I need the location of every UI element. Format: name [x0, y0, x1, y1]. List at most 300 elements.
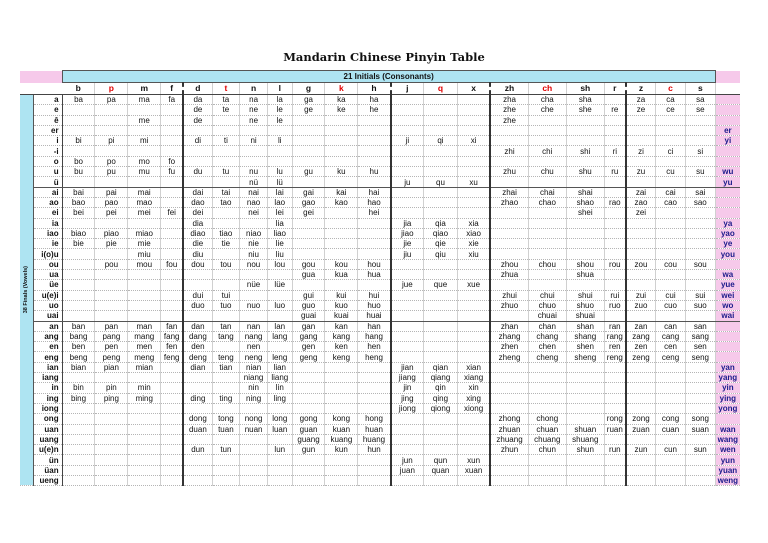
- syllable-cell: niu: [240, 249, 268, 259]
- syllable-cell: [212, 434, 240, 444]
- syllable-cell: [212, 455, 240, 465]
- syllable-cell: [566, 373, 604, 383]
- syllable-cell: zi: [626, 146, 656, 156]
- syllable-cell: shei: [566, 208, 604, 218]
- syllable-cell: [267, 434, 292, 444]
- final-row-16: [20, 259, 740, 269]
- standalone-syllable: yin: [715, 383, 740, 393]
- syllable-cell: [604, 218, 626, 228]
- syllable-cell: [457, 167, 490, 177]
- syllable-cell: rui: [604, 290, 626, 300]
- syllable-cell: [457, 146, 490, 156]
- syllable-cell: [490, 475, 528, 485]
- syllable-cell: ping: [95, 393, 128, 403]
- syllable-cell: [528, 475, 566, 485]
- syllable-cell: min: [128, 383, 161, 393]
- syllable-cell: [457, 475, 490, 485]
- syllable-cell: [358, 455, 391, 465]
- syllable-cell: sai: [685, 187, 715, 197]
- syllable-cell: chuai: [528, 311, 566, 321]
- syllable-cell: bie: [62, 239, 95, 249]
- syllable-cell: bi: [62, 136, 95, 146]
- syllable-cell: [128, 105, 161, 115]
- standalone-syllable: [715, 187, 740, 197]
- syllable-cell: cang: [656, 331, 686, 341]
- syllable-cell: [656, 270, 686, 280]
- syllable-cell: [424, 290, 458, 300]
- syllable-cell: sun: [685, 445, 715, 455]
- syllable-cell: shen: [566, 342, 604, 352]
- syllable-cell: men: [128, 342, 161, 352]
- syllable-cell: bin: [62, 383, 95, 393]
- syllable-cell: [685, 465, 715, 475]
- syllable-cell: [95, 475, 128, 485]
- syllable-cell: feng: [161, 352, 184, 362]
- syllable-cell: [626, 177, 656, 187]
- syllable-cell: [212, 218, 240, 228]
- syllable-cell: zhe: [490, 105, 528, 115]
- syllable-cell: [95, 434, 128, 444]
- syllable-cell: hei: [358, 208, 391, 218]
- syllable-cell: zuan: [626, 424, 656, 434]
- syllable-cell: [457, 95, 490, 105]
- syllable-cell: kuan: [325, 424, 358, 434]
- syllable-cell: [292, 403, 325, 413]
- syllable-cell: [626, 280, 656, 290]
- syllable-cell: [626, 373, 656, 383]
- syllable-cell: [566, 177, 604, 187]
- syllable-cell: [212, 311, 240, 321]
- syllable-cell: xiao: [457, 228, 490, 238]
- syllable-cell: [656, 208, 686, 218]
- syllable-cell: ruan: [604, 424, 626, 434]
- syllable-cell: die: [183, 239, 212, 249]
- syllable-cell: xue: [457, 280, 490, 290]
- final-header: e: [33, 105, 62, 115]
- syllable-cell: [161, 239, 184, 249]
- syllable-cell: po: [95, 156, 128, 166]
- syllable-cell: [161, 136, 184, 146]
- final-header: -i: [33, 146, 62, 156]
- syllable-cell: tian: [212, 362, 240, 372]
- final-row-9: [20, 187, 740, 197]
- syllable-cell: [391, 321, 424, 331]
- syllable-cell: gua: [292, 270, 325, 280]
- syllable-cell: zong: [626, 414, 656, 424]
- final-row-4: [20, 136, 740, 146]
- page-title: Mandarin Chinese Pinyin Table: [283, 50, 485, 64]
- syllable-cell: peng: [95, 352, 128, 362]
- syllable-cell: neng: [240, 352, 268, 362]
- syllable-cell: nang: [240, 331, 268, 341]
- syllable-cell: kua: [325, 270, 358, 280]
- syllable-cell: [292, 125, 325, 135]
- syllable-cell: sa: [685, 95, 715, 105]
- syllable-cell: [358, 146, 391, 156]
- final-row-11: [20, 208, 740, 218]
- syllable-cell: kuo: [325, 300, 358, 310]
- syllable-cell: [95, 218, 128, 228]
- syllable-cell: cong: [656, 414, 686, 424]
- syllable-cell: kun: [325, 445, 358, 455]
- syllable-cell: [626, 115, 656, 125]
- syllable-cell: [128, 414, 161, 424]
- syllable-cell: leng: [267, 352, 292, 362]
- syllable-cell: [490, 156, 528, 166]
- syllable-cell: chui: [528, 290, 566, 300]
- syllable-cell: [325, 146, 358, 156]
- initial-header-x: x: [457, 83, 490, 95]
- syllable-cell: kai: [325, 187, 358, 197]
- syllable-cell: [267, 270, 292, 280]
- syllable-cell: seng: [685, 352, 715, 362]
- syllable-cell: liao: [267, 228, 292, 238]
- syllable-cell: [161, 187, 184, 197]
- syllable-cell: ding: [183, 393, 212, 403]
- final-row-33: [20, 434, 740, 444]
- syllable-cell: [490, 403, 528, 413]
- syllable-cell: [490, 249, 528, 259]
- syllable-cell: pei: [95, 208, 128, 218]
- syllable-cell: lang: [267, 331, 292, 341]
- syllable-cell: qi: [424, 136, 458, 146]
- syllable-cell: qia: [424, 218, 458, 228]
- syllable-cell: [240, 434, 268, 444]
- syllable-cell: [95, 373, 128, 383]
- syllable-cell: zui: [626, 290, 656, 300]
- syllable-cell: [391, 115, 424, 125]
- initial-header-z: z: [626, 83, 656, 95]
- syllable-cell: [212, 115, 240, 125]
- standalone-syllable: yu: [715, 177, 740, 187]
- syllable-cell: sha: [566, 95, 604, 105]
- syllable-cell: gang: [292, 331, 325, 341]
- syllable-cell: [656, 311, 686, 321]
- syllable-cell: ca: [656, 95, 686, 105]
- syllable-cell: zeng: [626, 352, 656, 362]
- final-header: üe: [33, 280, 62, 290]
- syllable-cell: de: [183, 105, 212, 115]
- syllable-cell: jing: [391, 393, 424, 403]
- syllable-cell: fei: [161, 208, 184, 218]
- final-row-15: [20, 249, 740, 259]
- syllable-cell: huo: [358, 300, 391, 310]
- syllable-cell: qiong: [424, 403, 458, 413]
- syllable-cell: qiu: [424, 249, 458, 259]
- final-row-26: [20, 362, 740, 372]
- syllable-cell: [528, 455, 566, 465]
- syllable-cell: guo: [292, 300, 325, 310]
- final-row-19: [20, 290, 740, 300]
- syllable-cell: ren: [604, 342, 626, 352]
- header-right-cell: [715, 83, 740, 95]
- final-row-3: [20, 125, 740, 135]
- syllable-cell: duo: [183, 300, 212, 310]
- syllable-cell: qu: [424, 177, 458, 187]
- initial-header-s: s: [685, 83, 715, 95]
- syllable-cell: [391, 311, 424, 321]
- syllable-cell: [566, 249, 604, 259]
- syllable-cell: sang: [685, 331, 715, 341]
- syllable-cell: [424, 156, 458, 166]
- initial-header-q: q: [424, 83, 458, 95]
- syllable-cell: [212, 177, 240, 187]
- syllable-cell: [240, 156, 268, 166]
- syllable-cell: jiu: [391, 249, 424, 259]
- syllable-cell: lan: [267, 321, 292, 331]
- syllable-cell: xian: [457, 362, 490, 372]
- syllable-cell: [240, 455, 268, 465]
- syllable-cell: fan: [161, 321, 184, 331]
- syllable-cell: fa: [161, 95, 184, 105]
- syllable-cell: [566, 156, 604, 166]
- final-header: uai: [33, 311, 62, 321]
- syllable-cell: [325, 383, 358, 393]
- initial-header-f: f: [161, 83, 184, 95]
- syllable-cell: [566, 393, 604, 403]
- syllable-cell: che: [528, 105, 566, 115]
- syllable-cell: [240, 465, 268, 475]
- syllable-cell: [424, 197, 458, 207]
- syllable-cell: [183, 434, 212, 444]
- syllable-cell: [62, 434, 95, 444]
- syllable-cell: [490, 393, 528, 403]
- syllable-cell: fang: [161, 331, 184, 341]
- syllable-cell: [95, 249, 128, 259]
- standalone-syllable: yao: [715, 228, 740, 238]
- syllable-cell: [604, 362, 626, 372]
- syllable-cell: [626, 311, 656, 321]
- syllable-cell: [358, 156, 391, 166]
- syllable-cell: [212, 125, 240, 135]
- final-header: in: [33, 383, 62, 393]
- standalone-syllable: [715, 105, 740, 115]
- syllable-cell: [161, 228, 184, 238]
- syllable-cell: [183, 475, 212, 485]
- finals-side-label: [20, 95, 33, 486]
- syllable-cell: [490, 311, 528, 321]
- syllable-cell: [161, 125, 184, 135]
- syllable-cell: [566, 414, 604, 424]
- syllable-cell: [183, 455, 212, 465]
- syllable-cell: [528, 249, 566, 259]
- syllable-cell: pian: [95, 362, 128, 372]
- syllable-cell: du: [183, 167, 212, 177]
- final-row-29: [20, 393, 740, 403]
- syllable-cell: [457, 445, 490, 455]
- syllable-cell: diu: [183, 249, 212, 259]
- syllable-cell: [358, 177, 391, 187]
- syllable-cell: [358, 465, 391, 475]
- syllable-cell: [292, 146, 325, 156]
- syllable-cell: li: [267, 136, 292, 146]
- final-row-2: [20, 115, 740, 125]
- syllable-cell: miu: [128, 249, 161, 259]
- syllable-cell: lüe: [267, 280, 292, 290]
- standalone-syllable: wa: [715, 270, 740, 280]
- syllable-cell: se: [685, 105, 715, 115]
- syllable-cell: [424, 208, 458, 218]
- syllable-cell: nin: [240, 383, 268, 393]
- final-header: er: [33, 125, 62, 135]
- syllable-cell: bing: [62, 393, 95, 403]
- syllable-cell: [528, 383, 566, 393]
- syllable-cell: tie: [212, 239, 240, 249]
- syllable-cell: [161, 383, 184, 393]
- syllable-cell: [685, 475, 715, 485]
- final-header: ün: [33, 455, 62, 465]
- final-row-0: [20, 95, 740, 105]
- syllable-cell: [490, 362, 528, 372]
- syllable-cell: [161, 455, 184, 465]
- syllable-cell: chi: [528, 146, 566, 156]
- syllable-cell: hun: [358, 445, 391, 455]
- syllable-cell: [604, 187, 626, 197]
- final-row-22: [20, 321, 740, 331]
- final-header: ü: [33, 177, 62, 187]
- syllable-cell: heng: [358, 352, 391, 362]
- syllable-cell: duan: [183, 424, 212, 434]
- syllable-cell: kong: [325, 414, 358, 424]
- syllable-cell: sui: [685, 290, 715, 300]
- syllable-cell: [656, 373, 686, 383]
- syllable-cell: [212, 280, 240, 290]
- standalone-syllable: yong: [715, 403, 740, 413]
- syllable-cell: [626, 239, 656, 249]
- syllable-cell: [566, 280, 604, 290]
- syllable-cell: [128, 280, 161, 290]
- syllable-cell: dei: [183, 208, 212, 218]
- syllable-cell: [240, 146, 268, 156]
- syllable-cell: tuan: [212, 424, 240, 434]
- syllable-cell: zhuan: [490, 424, 528, 434]
- syllable-cell: dong: [183, 414, 212, 424]
- syllable-cell: [183, 280, 212, 290]
- pinyin-table-container: [20, 70, 740, 486]
- syllable-cell: [267, 465, 292, 475]
- final-header: eng: [33, 352, 62, 362]
- syllable-cell: shai: [566, 187, 604, 197]
- syllable-cell: [62, 259, 95, 269]
- syllable-cell: guai: [292, 311, 325, 321]
- syllable-cell: lai: [267, 187, 292, 197]
- syllable-cell: [292, 249, 325, 259]
- syllable-cell: song: [685, 414, 715, 424]
- syllable-cell: [656, 228, 686, 238]
- syllable-cell: [161, 393, 184, 403]
- final-header: ao: [33, 197, 62, 207]
- syllable-cell: [457, 156, 490, 166]
- syllable-cell: zen: [626, 342, 656, 352]
- syllable-cell: [685, 455, 715, 465]
- syllable-cell: chai: [528, 187, 566, 197]
- syllable-cell: [62, 475, 95, 485]
- syllable-cell: gun: [292, 445, 325, 455]
- standalone-syllable: [715, 208, 740, 218]
- syllable-cell: tan: [212, 321, 240, 331]
- syllable-cell: [358, 249, 391, 259]
- syllable-cell: [566, 383, 604, 393]
- syllable-cell: gei: [292, 208, 325, 218]
- syllable-cell: zuo: [626, 300, 656, 310]
- final-row-13: [20, 228, 740, 238]
- syllable-cell: zhuang: [490, 434, 528, 444]
- syllable-cell: zheng: [490, 352, 528, 362]
- syllable-cell: [292, 475, 325, 485]
- syllable-cell: [292, 393, 325, 403]
- syllable-cell: [267, 403, 292, 413]
- syllable-cell: [685, 208, 715, 218]
- syllable-cell: lun: [267, 445, 292, 455]
- syllable-cell: [424, 270, 458, 280]
- syllable-cell: zang: [626, 331, 656, 341]
- syllable-cell: [62, 300, 95, 310]
- syllable-cell: [62, 455, 95, 465]
- standalone-syllable: yue: [715, 280, 740, 290]
- syllable-cell: rou: [604, 259, 626, 269]
- syllable-cell: [161, 146, 184, 156]
- syllable-cell: [358, 280, 391, 290]
- syllable-cell: bang: [62, 331, 95, 341]
- syllable-cell: hao: [358, 197, 391, 207]
- syllable-cell: [626, 228, 656, 238]
- syllable-cell: [128, 290, 161, 300]
- syllable-cell: [604, 156, 626, 166]
- syllable-cell: [566, 239, 604, 249]
- standalone-syllable: yan: [715, 362, 740, 372]
- initial-header-m: m: [128, 83, 161, 95]
- syllable-cell: [528, 115, 566, 125]
- syllable-cell: [528, 218, 566, 228]
- syllable-cell: luan: [267, 424, 292, 434]
- syllable-cell: [457, 414, 490, 424]
- syllable-cell: xi: [457, 136, 490, 146]
- syllable-cell: [685, 136, 715, 146]
- syllable-cell: xie: [457, 239, 490, 249]
- syllable-cell: [656, 434, 686, 444]
- syllable-cell: nan: [240, 321, 268, 331]
- standalone-syllable: wo: [715, 300, 740, 310]
- syllable-cell: [528, 125, 566, 135]
- syllable-cell: [457, 208, 490, 218]
- syllable-cell: [604, 239, 626, 249]
- syllable-cell: [457, 197, 490, 207]
- syllable-cell: [656, 362, 686, 372]
- syllable-cell: [457, 434, 490, 444]
- syllable-cell: [95, 270, 128, 280]
- syllable-cell: [95, 414, 128, 424]
- syllable-cell: [656, 239, 686, 249]
- syllable-cell: [240, 125, 268, 135]
- final-row-30: [20, 403, 740, 413]
- syllable-cell: [240, 270, 268, 280]
- syllable-cell: ci: [656, 146, 686, 156]
- syllable-cell: mi: [128, 136, 161, 146]
- syllable-cell: [391, 475, 424, 485]
- syllable-cell: chong: [528, 414, 566, 424]
- syllable-cell: [240, 218, 268, 228]
- syllable-cell: qing: [424, 393, 458, 403]
- syllable-cell: [161, 465, 184, 475]
- syllable-cell: chang: [528, 331, 566, 341]
- syllable-cell: [391, 167, 424, 177]
- syllable-cell: [161, 300, 184, 310]
- syllable-cell: zhui: [490, 290, 528, 300]
- syllable-cell: tang: [212, 331, 240, 341]
- syllable-cell: [95, 455, 128, 465]
- syllable-cell: kan: [325, 321, 358, 331]
- syllable-cell: [95, 115, 128, 125]
